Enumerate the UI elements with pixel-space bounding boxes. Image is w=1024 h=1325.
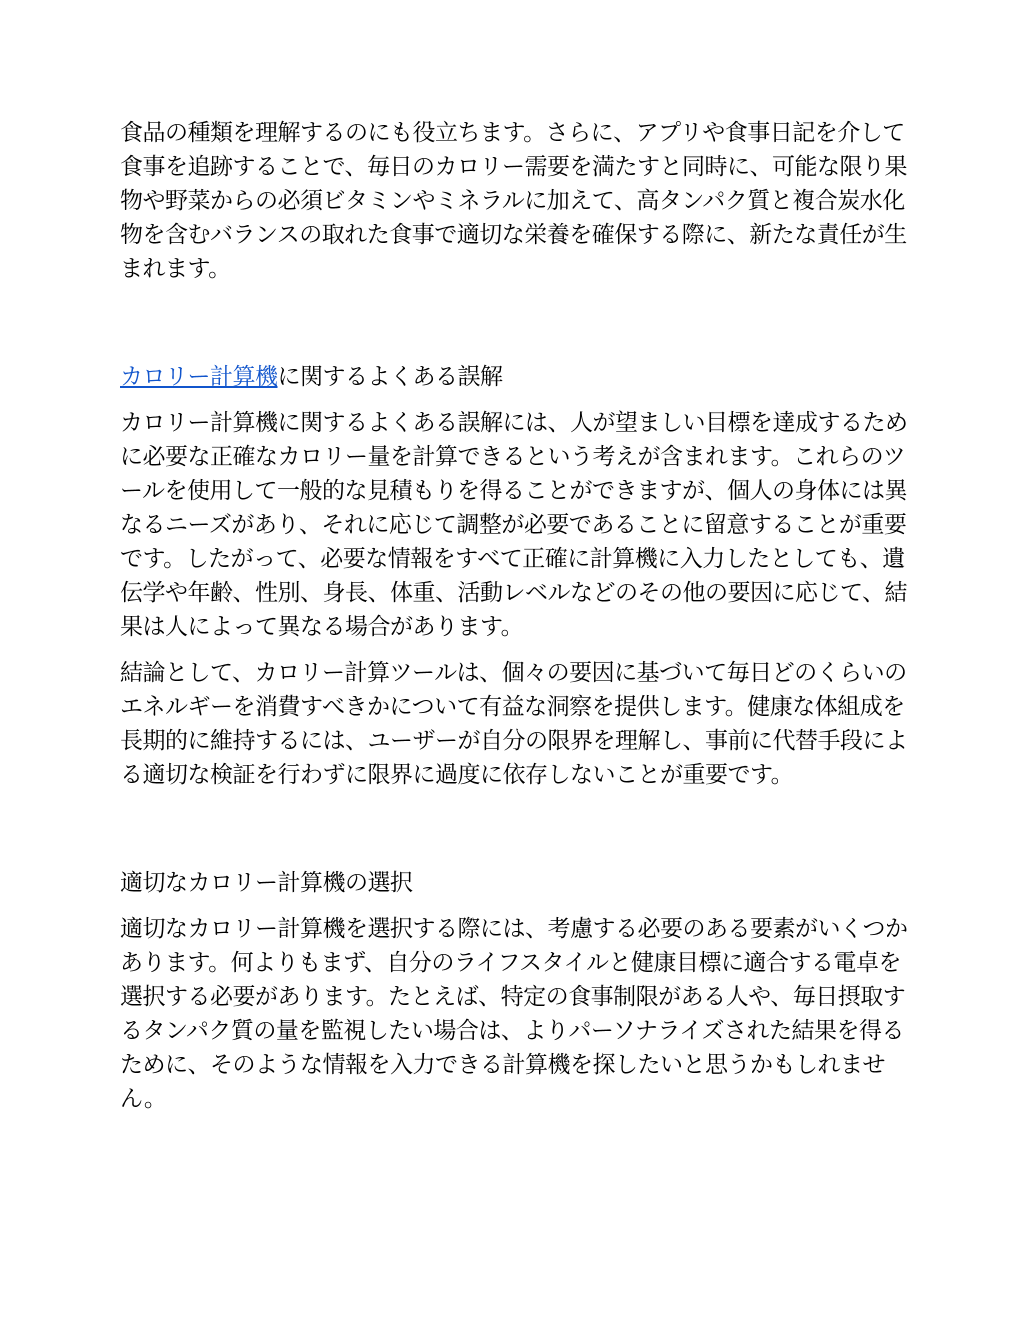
document-page [120,116,910,1116]
paragraph-nutrition: 食品の種類を理解するのにも役立ちます。さらに、アプリや食事日記を介して食事を追跡することで、毎日のカロリー需要を満たすと同時に、可能な限り果物や野菜からの必須ビタミンやミネラルに加えて、高タンパク質と複合炭水化物を含むバランスの取れた食事で適切な栄養を確保する際に、新たな責任が生まれます。 [120,120,908,282]
calorie-calculator-link[interactable]: カロリー計算機 [120,364,278,390]
paragraph-choosing: 適切なカロリー計算機を選択する際には、考慮する必要のある要素がいくつかあります。何よりもまず、自分のライフスタイルと健康目標に適合する電卓を選択する必要があります。たとえば、特定の食事制限がある人や、毎日摂取するタンパク質の量を監視したい場合は、よりパーソナライズされた結果を得るために、そのような情報を入力できる計算機を探したいと思うかもしれません。 [120,916,908,1112]
paragraph-misconceptions: カロリー計算機に関するよくある誤解には、人が望ましい目標を達成するために必要な正確なカロリー量を計算できるという考えが含まれます。これらのツールを使用して一般的な見積もりを得ることができますが、個人の身体には異なるニーズがあり、それに応じて調整が必要であることに留意することが重要です。したがって、必要な情報をすべて正確に計算機に入力したとしても、遺伝学や年齢、性別、身長、体重、活動レベルなどのその他の要因に応じて、結果は人によって異なる場合があります。 [120,410,908,640]
paragraph-conclusion: 結論として、カロリー計算ツールは、個々の要因に基づいて毎日どのくらいのエネルギーを消費すべきかについて有益な洞察を提供します。健康な体組成を長期的に維持するには、ユーザーが自分の限界を理解し、事前に代替手段による適切な検証を行わずに限界に過度に依存しないことが重要です。 [120,660,908,788]
heading-misconceptions-text: に関するよくある誤解 [277,364,503,390]
section-heading-choosing: 適切なカロリー計算機の選択 [120,870,413,896]
section-heading-misconceptions [120,360,910,394]
